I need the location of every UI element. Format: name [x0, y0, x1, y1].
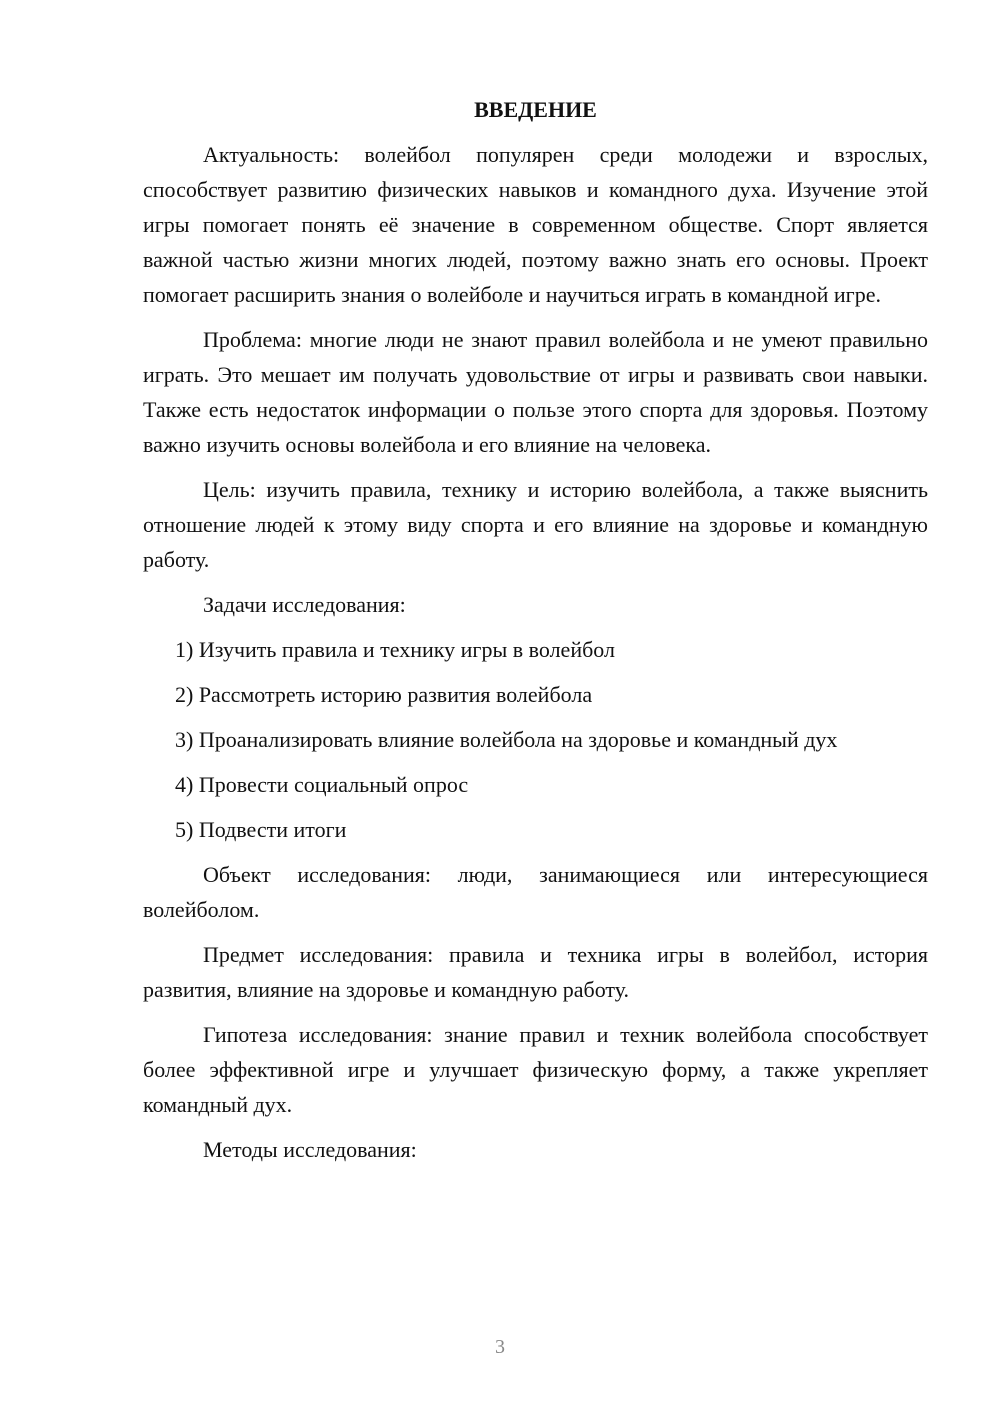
task-item: 5) Подвести итоги: [175, 817, 347, 842]
section-title: ВВЕДЕНИЕ: [474, 97, 597, 122]
problem-paragraph: Проблема: многие люди не знают правил волейбола и не умеют правильно играть. Это мешает им получать удовольствие от игры и развивать свои навыки. Также есть недостаток информации о пользе этого спорта для здоровья. Поэтому важно изучить основы волейбола и его влияние на человека.: [143, 327, 928, 457]
task-item: 4) Провести социальный опрос: [175, 772, 469, 797]
subject-paragraph: Предмет исследования: правила и техника игры в волейбол, история развития, влияние на здоровье и командную работу.: [143, 942, 928, 1002]
object-paragraph: Объект исследования: люди, занимающиеся или интересующиеся волейболом.: [143, 862, 928, 922]
hypothesis-paragraph: Гипотеза исследования: знание правил и техник волейбола способствует более эффективной игре и улучшает физическую форму, а также укрепляет командный дух.: [143, 1022, 928, 1117]
task-item: 1) Изучить правила и технику игры в волейбол: [175, 637, 615, 662]
tasks-heading: Задачи исследования:: [203, 592, 406, 617]
relevance-paragraph: Актуальность: волейбол популярен среди молодежи и взрослых, способствует развитию физических навыков и командного духа. Изучение этой игры помогает понять её значение в современном обществе. Спорт является важной частью жизни многих людей, поэтому важно знать его основы. Проект помогает расширить знания о волейболе и научиться играть в командной игре.: [143, 142, 928, 307]
page-number: 3: [495, 1336, 505, 1358]
task-item: 2) Рассмотреть историю развития волейбола: [175, 682, 593, 707]
task-item: 3) Проанализировать влияние волейбола на здоровье и командный дух: [175, 727, 838, 752]
page-content: [143, 92, 928, 1177]
methods-heading: Методы исследования:: [203, 1137, 417, 1162]
goal-paragraph: Цель: изучить правила, технику и историю волейбола, а также выяснить отношение людей к этому виду спорта и его влияние на здоровье и командную работу.: [143, 477, 928, 572]
